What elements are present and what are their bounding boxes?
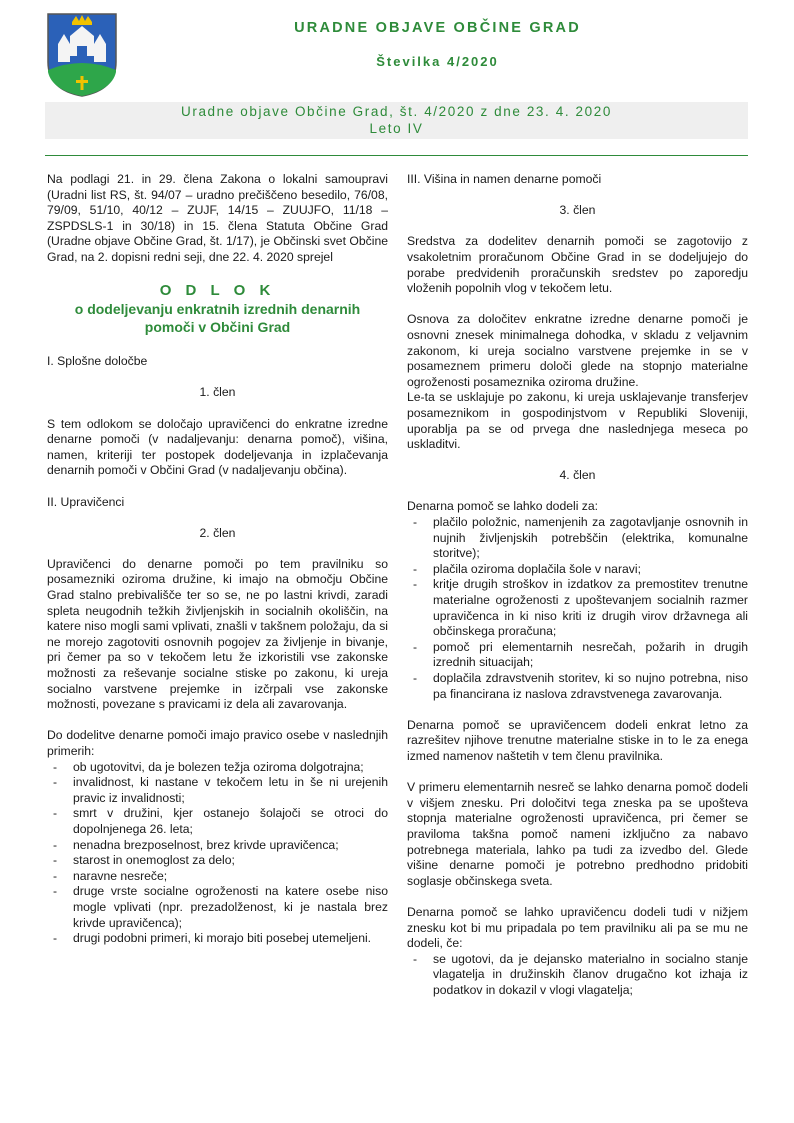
- decree-title: O D L O K: [159, 282, 276, 300]
- section-heading: I. Splošne določbe: [47, 354, 148, 369]
- condition-list: [407, 952, 748, 999]
- list-item: - plačila oziroma doplačila šole v naravi;: [413, 561, 641, 576]
- list-item: - pomoč pri elementarnih nesrečah, požarih in drugih izrednih situacijah;: [413, 639, 748, 670]
- article-text: Osnova za določitev enkratne izredne denarne pomoči je osnovni znesek minimalnega dohodka, v skladu z veljavnim zakonom, ki ureja socialno varstvene prejemke in se v posameznem primeru določi glede na stopnjo materialne ogroženosti posameznika oziroma družine.: [407, 312, 748, 389]
- article-heading: 2. člen: [199, 525, 236, 540]
- article-heading: 3. člen: [559, 203, 596, 218]
- decree-title-block: [47, 281, 388, 336]
- section-heading: III. Višina in namen denarne pomoči: [407, 172, 602, 186]
- list-item: - starost in onemoglost za delo;: [53, 853, 235, 868]
- article-text: Denarna pomoč se upravičencem dodeli enkrat letno za razrešitev njihove trenutne materialne stiske in to le za enega izmed namenov naštetih v tem členu pravilnika.: [407, 717, 748, 763]
- issue-number: Številka 4/2020: [376, 54, 499, 69]
- section-heading: II. Upravičenci: [47, 494, 125, 509]
- decree-subtitle-2: pomoči v Občini Grad: [144, 319, 291, 336]
- right-column: [407, 172, 748, 1014]
- article-text: Upravičenci do denarne pomoči po tem pravilniku so posamezniki oziroma družine, ki imajo na območju Občine Grad stalno prebivališče ter so se, ne po lastni krivdi, zaradi spleta neugodnih težkih življenjskih in socialnih okoliščin, na katere niso mogli sami vplivati, znašli v takšnem položaju, da si ne morejo zagotoviti osnovnih pogojev za življenje in bivanje, pri čemer pa so v tekočem letu že izkoristili vse zakonske možnosti za reševanje socialne stiske po zakonu, ki ureja socialno varstvene prejemke in izčrpali vse zakonske možnosti, povezane s pravicami iz dela ali zavarovanja.: [47, 556, 388, 712]
- left-column: [47, 172, 388, 962]
- list-item: - ob ugotovitvi, da je bolezen težja oziroma dolgotrajna;: [53, 759, 364, 774]
- decree-subtitle-1: o dodeljevanju enkratnih izrednih denarnih: [74, 301, 361, 318]
- list-item: - se ugotovi, da je dejansko materialno in socialno stanje vlagatelja in družinskih članov drugačno kot izhaja iz podatkov in dokazil v vlogi vlagatelja;: [413, 951, 748, 997]
- list-item: - naravne nesreče;: [53, 868, 168, 883]
- list-item: - doplačila zdravstvenih storitev, ki so nujno potrebna, niso pa financirana iz naslova zdravstvenega zavarovanja.: [413, 671, 748, 701]
- article-text: Denarna pomoč se lahko upravičencu dodeli tudi v nižjem znesku kot bi mu pripadala po tem pravilniku ali pa se mu ne dodeli, če:: [407, 904, 748, 951]
- article-heading: 1. člen: [199, 385, 236, 400]
- publication-title: URADNE OBJAVE OBČINE GRAD: [294, 20, 581, 36]
- publication-banner: [45, 102, 748, 139]
- list-item: - invalidnost, ki nastane v tekočem letu in še ni urejenih pravic iz invalidnosti;: [53, 775, 388, 805]
- purpose-list: [407, 515, 748, 702]
- article-heading: 4. člen: [559, 468, 596, 483]
- preamble: Na podlagi 21. in 29. člena Zakona o lokalni samoupravi (Uradni list RS, št. 94/07 – uradno prečiščeno besedilo, 76/08, 79/09, 51/10, 40/12 – ZUJF, 14/15 – ZUUJFO, 11/18 – ZSPDSLS-1 in 30/18) in 15. člena Statuta Občine Grad (Uradne objave Občine Grad, št. 1/17), je Občinski svet Občine Grad, na 2. dopisni redni seji, dne 22. 4. 2020 sprejel: [47, 172, 388, 264]
- list-item: - smrt v družini, kjer ostanejo šolajoči se otroci do dopolnjenega 26. leta;: [53, 806, 388, 836]
- municipality-crest-icon: [46, 12, 118, 98]
- banner-line-1: Uradne objave Občine Grad, št. 4/2020 z dne 23. 4. 2020: [181, 104, 612, 119]
- header-divider: [45, 155, 748, 156]
- list-item: - nenadna brezposelnost, brez krivde upravičenca;: [53, 837, 339, 852]
- article-text: Le-ta se usklajuje po zakonu, ki ureja usklajevanje transferjev posameznikom in gospodinjstvom v Republiki Sloveniji, uporablja pa se od prvega dne naslednjega meseca po uskladitvi.: [407, 390, 748, 452]
- article-text: Sredstva za dodelitev denarnih pomoči se zagotovijo z vsakoletnim proračunom Občine Grad in se dodeljujejo do porabe predvidenih proračunskih sredstev po zaporedju vloženih popolnih vlog v tekočem letu.: [407, 234, 748, 296]
- article-text: V primeru elementarnih nesreč se lahko denarna pomoč dodeli v višjem znesku. Pri določitvi tega zneska pa se upošteva stopnja materialne ogroženosti upravičenca, pri čemer se praviloma takšna pomoč nameni izključno za nabavo potrebnega materiala, lahko pa tudi za izvedbo del. Glede višine denarne pomoči je potrebno predhodno pridobiti soglasje občinskega sveta.: [407, 780, 748, 888]
- list-item: - druge vrste socialne ogroženosti na katere osebe niso mogle vplivati (npr. prezadolženost, ki je nastala brez krivde upravičenca);: [53, 884, 388, 930]
- list-intro: Do dodelitve denarne pomoči imajo pravico osebe v naslednjih primerih:: [47, 728, 388, 758]
- list-item: - drugi podobni primeri, ki morajo biti posebej utemeljeni.: [53, 931, 372, 946]
- article-text: S tem odlokom se določajo upravičenci do enkratne izredne denarne pomoči (v nadaljevanju: denarna pomoč), višina, namen, kriteriji ter postopek dodeljevanja in izplačevanja denarnih pomoči v Občini Grad (v nadaljevanju občina).: [47, 416, 388, 478]
- list-item: - kritje drugih stroškov in izdatkov za premostitev trenutne materialne ogroženosti z upoštevanjem socialnih razmer upravičenca in ki niso kriti iz drugih virov državnega ali občinskega proračuna;: [413, 577, 748, 639]
- list-intro: Denarna pomoč se lahko dodeli za:: [407, 499, 599, 514]
- list-item: - plačilo položnic, namenjenih za zagotavljanje osnovnih in nujnih življenjskih potrebščin (elektrika, komunalne storitve);: [413, 515, 748, 561]
- banner-line-2: Leto IV: [369, 121, 424, 136]
- eligibility-list: [47, 760, 388, 947]
